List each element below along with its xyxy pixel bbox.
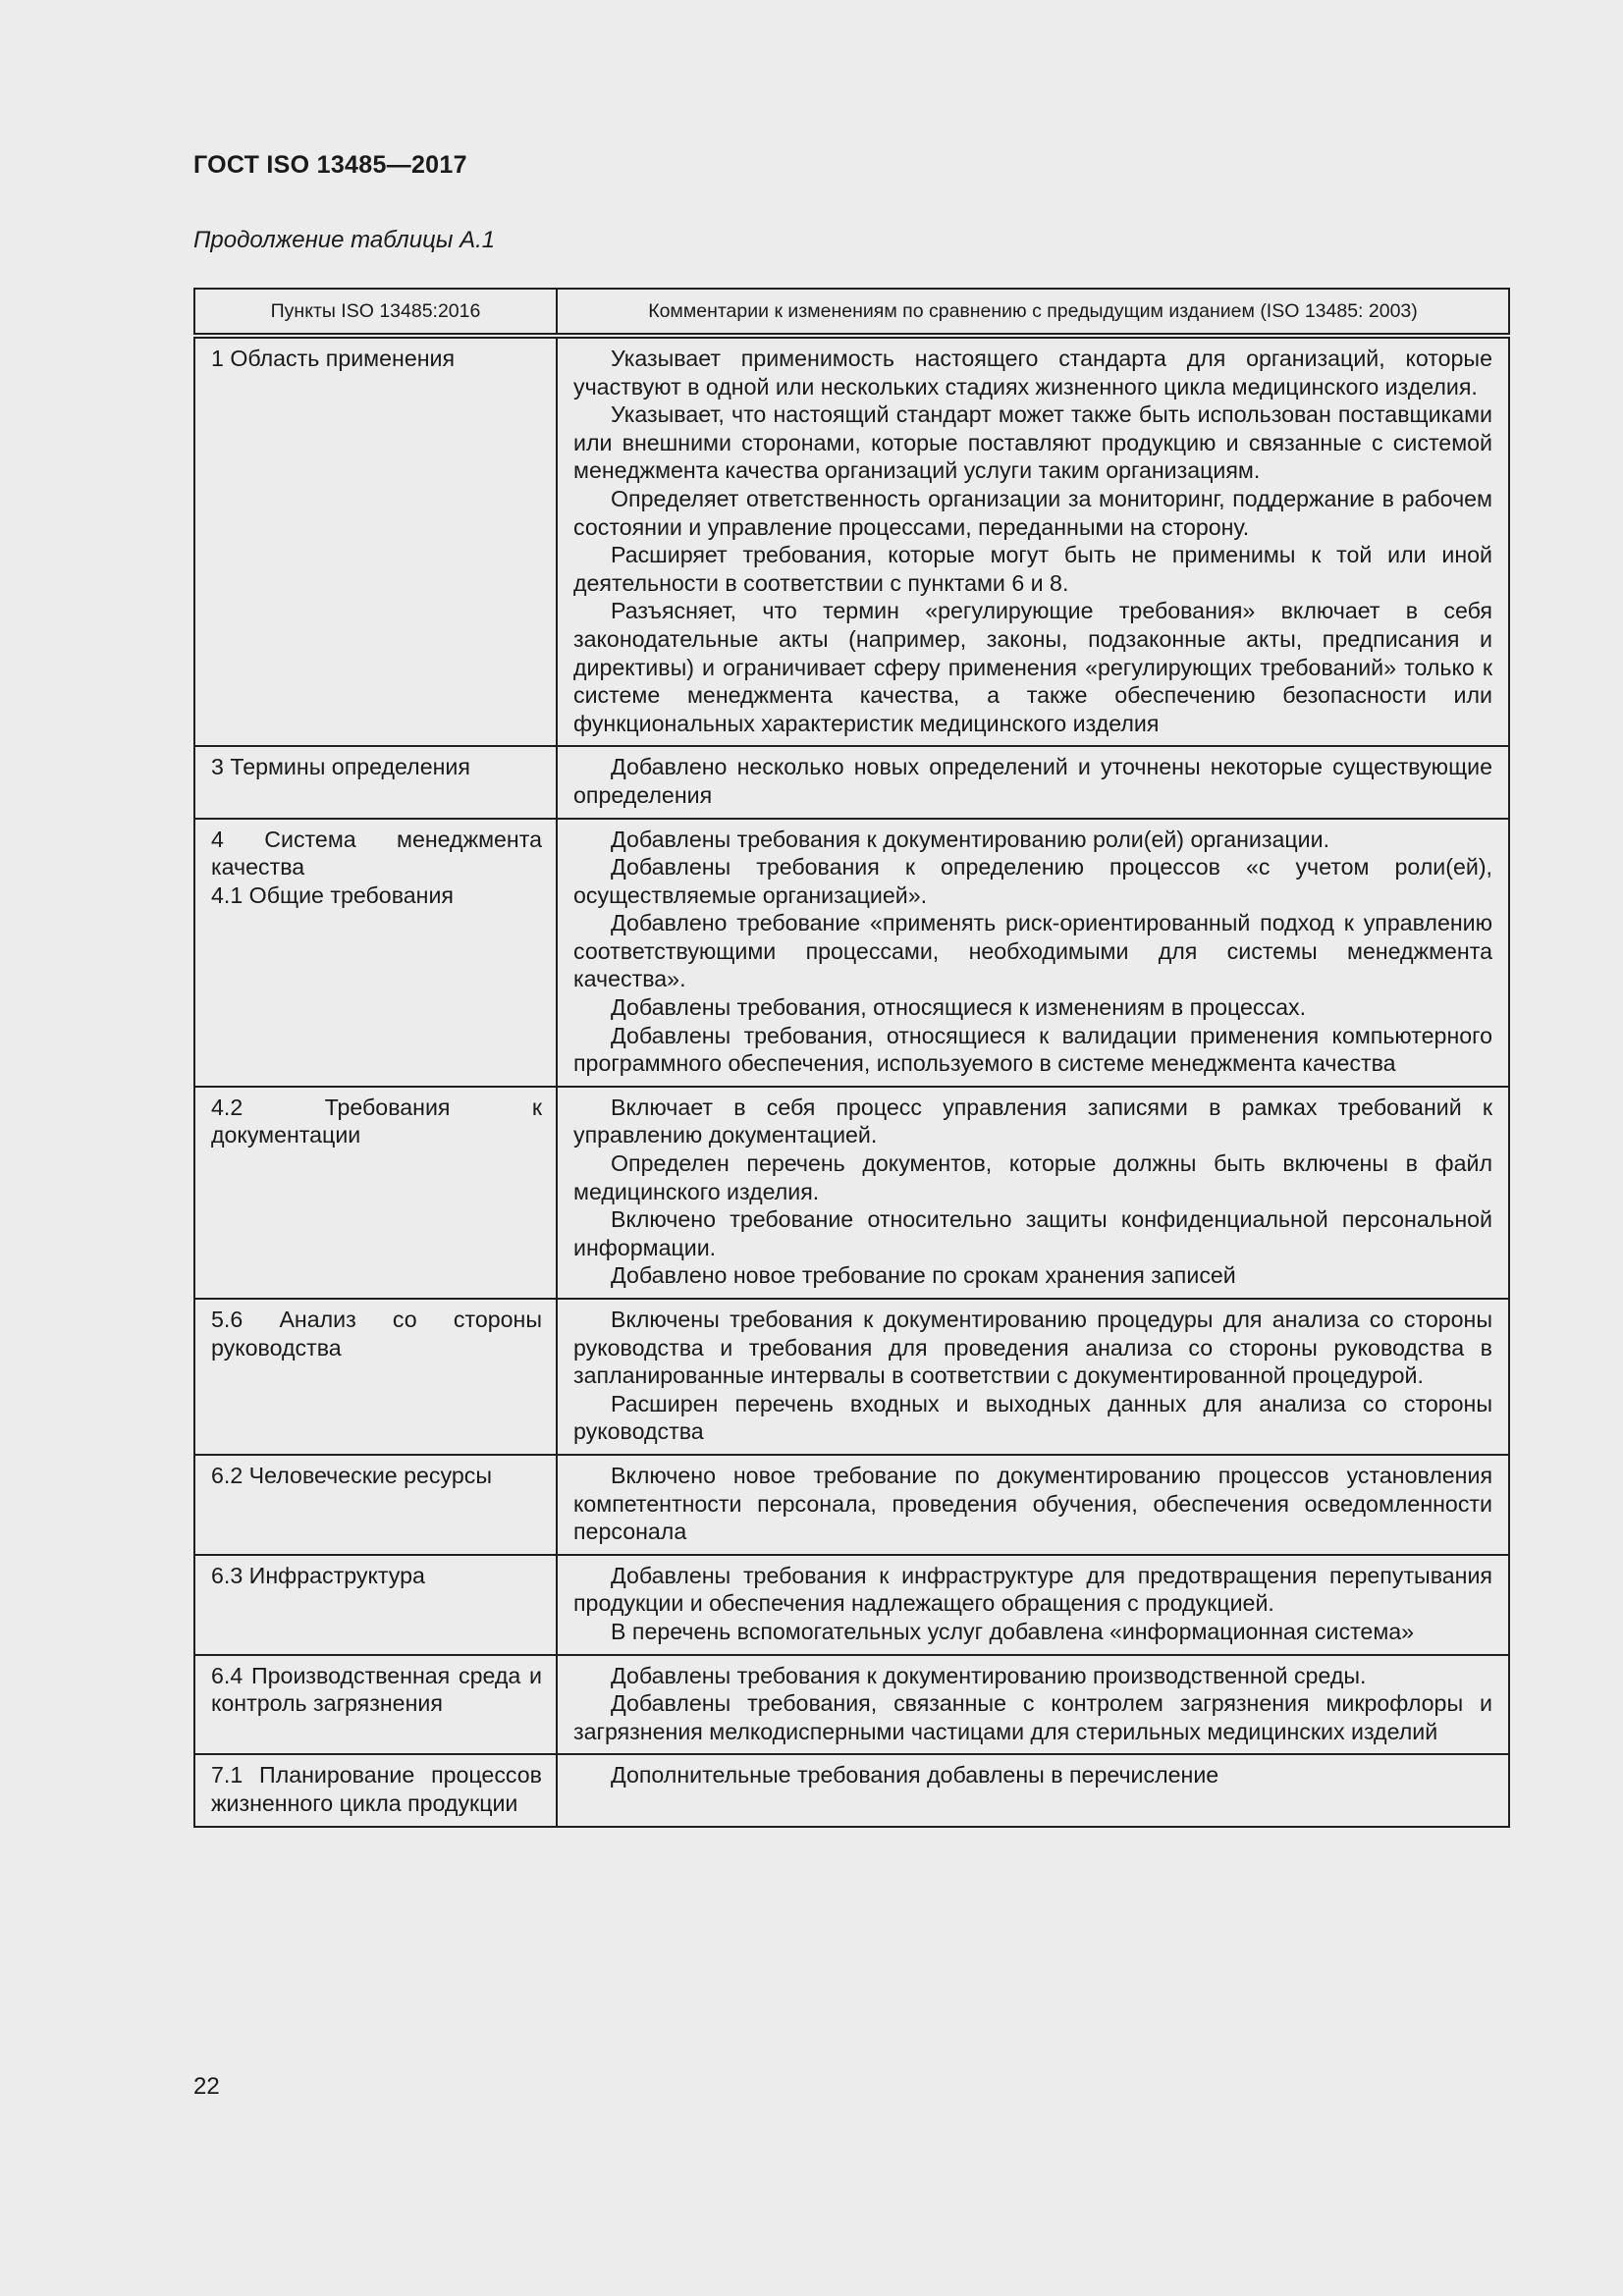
clause-text: 3 Термины определения — [211, 754, 470, 780]
table-row — [194, 1754, 1509, 1826]
clause-cell — [194, 1087, 557, 1299]
comment-cell — [557, 1087, 1509, 1299]
table-row — [194, 1555, 1509, 1655]
page-number: 22 — [193, 2073, 220, 2100]
column-header-clauses: Пункты ISO 13485:2016 — [194, 289, 557, 336]
clause-cell — [194, 1555, 557, 1655]
comment-paragraph: Включено новое требование по документированию процессов установления компетентности персонала, проведения обучения, обеспечения осведомленности персонала — [573, 1462, 1492, 1545]
table-body — [194, 336, 1509, 1827]
comment-paragraph: Добавлены требования, относящиеся к валидации применения компьютерного программного обеспечения, используемого в системе менеджмента качества — [573, 1022, 1492, 1077]
comment-paragraph: Добавлены требования к документированию роли(ей) организации. — [611, 826, 1330, 852]
comment-cell — [557, 746, 1509, 818]
table-row — [194, 746, 1509, 818]
comment-cell — [557, 1455, 1509, 1555]
comment-paragraph: В перечень вспомогательных услуг добавлена «информационная система» — [611, 1618, 1415, 1644]
clause-text: 6.2 Человеческие ресурсы — [211, 1462, 493, 1488]
clause-cell — [194, 1754, 557, 1826]
clause-text: 5.6 Анализ со стороны руководства — [211, 1307, 542, 1361]
table-caption: Продолжение таблицы А.1 — [193, 227, 496, 253]
comment-cell — [557, 1555, 1509, 1655]
clause-text: 7.1 Планирование процессов жизненного цикла продукции — [211, 1762, 542, 1816]
clause-cell — [194, 1455, 557, 1555]
comment-cell — [557, 336, 1509, 746]
clause-cell — [194, 1655, 557, 1755]
comment-paragraph: Добавлены требования к определению процессов «с учетом роли(ей), осуществляемые организацией». — [573, 854, 1492, 908]
comment-paragraph: Указывает применимость настоящего стандарта для организаций, которые участвуют в одной или нескольких стадиях жизненного цикла медицинского изделия. — [573, 346, 1492, 400]
table-row — [194, 1655, 1509, 1755]
comment-paragraph: Дополнительные требования добавлены в перечисление — [611, 1762, 1219, 1789]
clause-cell — [194, 336, 557, 746]
table-row — [194, 1087, 1509, 1299]
table-row — [194, 1299, 1509, 1455]
comment-paragraph: Разъясняет, что термин «регулирующие требования» включает в себя законодательные акты (например, законы, подзаконные акты, предписания и директивы) и ограничивает сферу применения «регулирующих требований» только к системе менеджмента качества, а также обеспечению безопасности или функциональных характеристик медицинского изделия — [573, 598, 1492, 736]
comment-paragraph: Добавлено несколько новых определений и уточнены некоторые существующие определения — [573, 754, 1492, 808]
clause-text: 6.3 Инфраструктура — [211, 1562, 425, 1588]
comparison-table — [193, 288, 1510, 1828]
comment-paragraph: Указывает, что настоящий стандарт может также быть использован поставщиками или внешними сторонами, которые поставляют продукцию и связанные с системой менеджмента качества организаций услуги таким организациям. — [573, 401, 1492, 484]
comment-paragraph: Расширен перечень входных и выходных данных для анализа со стороны руководства — [573, 1390, 1492, 1445]
clause-cell — [194, 819, 557, 1087]
clause-text: 4.1 Общие требования — [211, 881, 454, 908]
table-row — [194, 1455, 1509, 1555]
clause-text: 4 Система менеджмента качества — [211, 826, 542, 881]
comment-paragraph: Добавлено требование «применять риск-ориентированный подход к управлению соответствующими процессами, необходимыми для системы менеджмента качества». — [573, 910, 1492, 992]
comment-paragraph: Расширяет требования, которые могут быть не применимы к той или иной деятельности в соответствии с пунктами 6 и 8. — [573, 542, 1492, 596]
comment-paragraph: Добавлены требования, относящиеся к изменениям в процессах. — [611, 994, 1307, 1021]
comment-paragraph: Добавлены требования, связанные с контролем загрязнения микрофлоры и загрязнения мелкодисперными частицами для стерильных медицинских изделий — [573, 1690, 1492, 1744]
comment-paragraph: Добавлено новое требование по срокам хранения записей — [611, 1262, 1236, 1289]
comment-paragraph: Определен перечень документов, которые должны быть включены в файл медицинского изделия. — [573, 1150, 1492, 1204]
comment-cell — [557, 819, 1509, 1087]
clause-text: 6.4 Производственная среда и контроль загрязнения — [211, 1662, 542, 1717]
comment-cell — [557, 1655, 1509, 1755]
clause-text: 1 Область применения — [211, 346, 456, 371]
comment-cell — [557, 1754, 1509, 1826]
comment-paragraph: Добавлены требования к инфраструктуре для предотвращения перепутывания продукции и обеспечения надлежащего обращения с продукцией. — [573, 1562, 1492, 1617]
comment-paragraph: Включает в себя процесс управления записями в рамках требований к управлению документацией. — [573, 1094, 1492, 1148]
table-row — [194, 819, 1509, 1087]
comment-cell — [557, 1299, 1509, 1455]
table-header-row — [194, 289, 1509, 336]
document-title: ГОСТ ISO 13485—2017 — [193, 151, 467, 179]
comment-paragraph: Включено требование относительно защиты конфиденциальной персональной информации. — [573, 1206, 1492, 1260]
comment-paragraph: Включены требования к документированию процедуры для анализа со стороны руководства и требования для проведения анализа со стороны руководства в запланированные интервалы в соответствии с документированной процедурой. — [573, 1307, 1492, 1389]
table-row — [194, 336, 1509, 746]
comment-paragraph: Определяет ответственность организации за мониторинг, поддержание в рабочем состоянии и управление процессами, переданными на сторону. — [573, 485, 1492, 540]
clause-text: 4.2 Требования к документации — [211, 1094, 542, 1148]
column-header-comments: Комментарии к изменениям по сравнению с предыдущим изданием (ISO 13485: 2003) — [557, 289, 1509, 336]
comment-paragraph: Добавлены требования к документированию производственной среды. — [611, 1662, 1367, 1688]
clause-cell — [194, 1299, 557, 1455]
clause-cell — [194, 746, 557, 818]
